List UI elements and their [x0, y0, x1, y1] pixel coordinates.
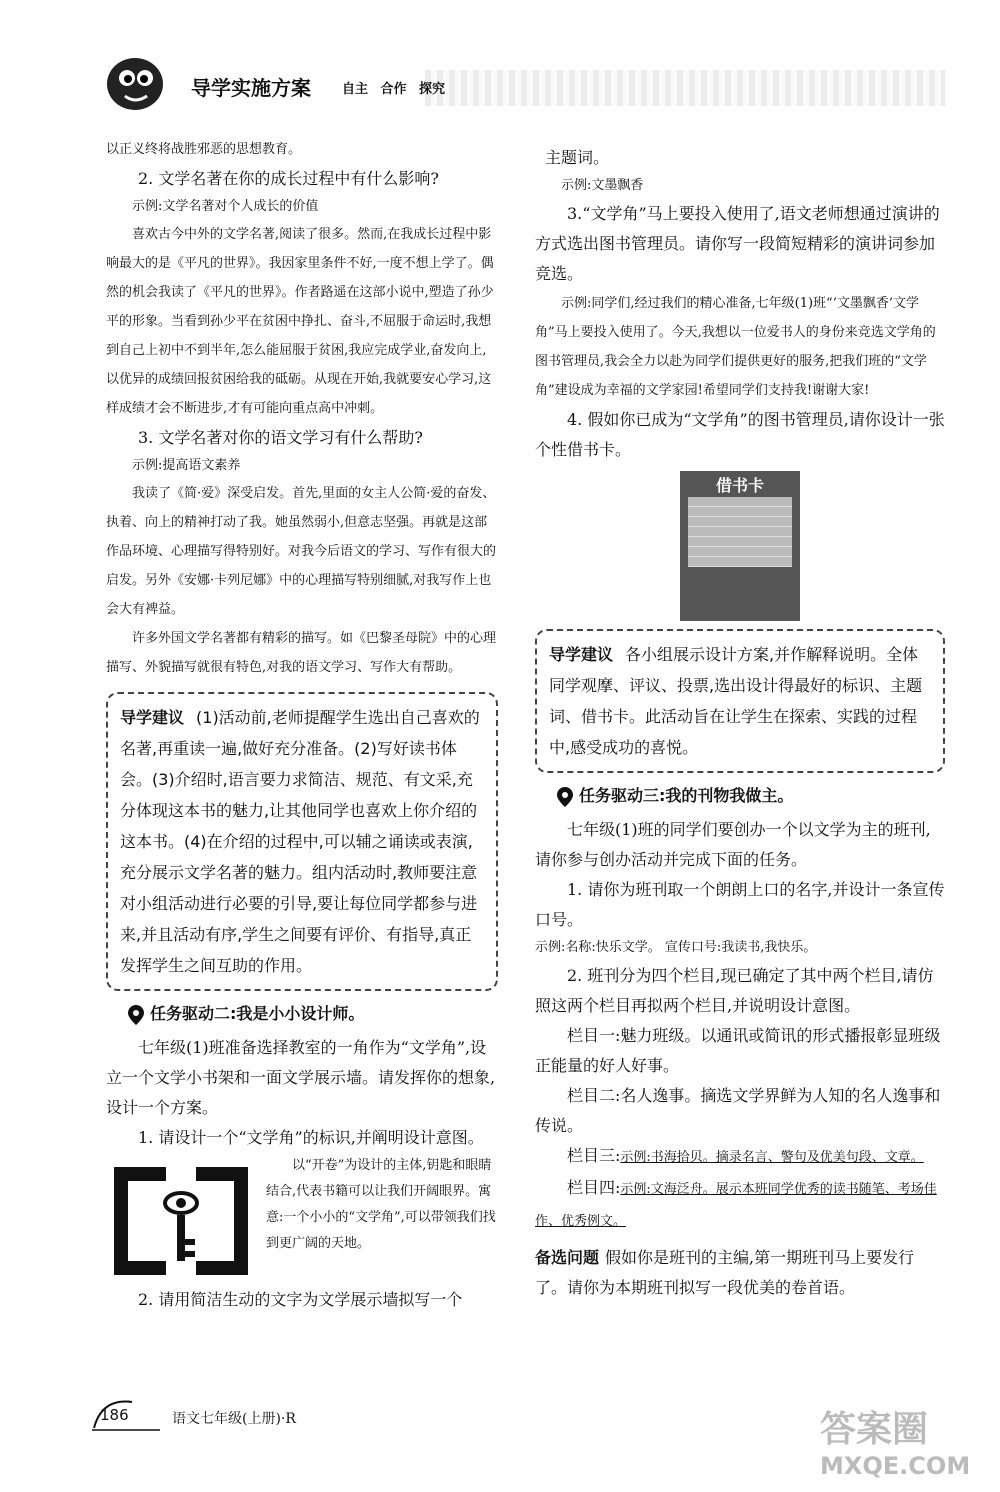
task-3-question-1: 1. 请你为班刊取一个朗朗上口的名字,并设计一条宣传口号。 — [535, 880, 945, 929]
guide-tag: 导学建议 — [120, 708, 185, 727]
watermark-url: MXQE.COM — [820, 1452, 971, 1480]
task-3-intro: 七年级(1)班的同学们要创办一个以文学为主的班刊,请你参与创办活动并完成下面的任务。 — [535, 820, 931, 869]
guide-box-right — [535, 629, 945, 773]
example-label: 示例:文学名著对个人成长的价值 — [132, 199, 319, 214]
task-2-intro: 七年级(1)班准备选择教室的一角作为“文学角”,设立一个文学小书架和一面文学展示墙。请发挥你的想象,设计一个方案。 — [106, 1038, 496, 1117]
location-pin-icon — [128, 1005, 144, 1025]
task-3-example-1: 示例:名称:快乐文学。 宣传口号:我读书,我快乐。 — [535, 940, 817, 955]
left-column — [106, 135, 498, 1315]
task-2-question-2: 2. 请用简洁生动的文字为文学展示墙拟写一个 — [138, 1290, 463, 1309]
logo-description: 以“开卷”为设计的主体,钥匙和眼睛结合,代表书籍可以让我们开阔眼界。寓意:一个小小的“文学角”,可以带领我们找到更广阔的天地。 — [266, 1158, 496, 1251]
question-4: 4. 假如你已成为“文学角”的图书管理员,请你设计一张个性借书卡。 — [535, 410, 945, 459]
question-3: 3. 文学名著对你的语文学习有什么帮助? — [138, 428, 423, 447]
column-4: 栏目四:示例:文海泛舟。展示本班同学优秀的读书随笔、考场佳作、优秀例文。 — [535, 1178, 937, 1229]
guide-text: 各小组展示设计方案,并作解释说明。全体同学观摩、评议、投票,选出设计得最好的标识、主题词、借书卡。此活动旨在让学生在探索、实践的过程中,感受成功的喜悦。 — [549, 645, 923, 757]
answer-3: 示例:同学们,经过我们的精心准备,七年级(1)班“‘文墨飘香’文学角”马上要投入使用了。今天,我想以一位爱书人的身份来竞选文学角的图书管理员,我会全力以赴为同学们提供更好的服务,把我们班的“文学角”建设成为幸福的文学家园!希望同学们支持我!谢谢大家! — [535, 296, 936, 398]
page-header — [95, 48, 955, 118]
header-title: 导学实施方案 — [191, 76, 311, 100]
answer-3a: 我读了《简·爱》深受启发。首先,里面的女主人公简·爱的奋发、执着、向上的精神打动了我。她虽然弱小,但意志坚强。再就是这部作品环境、心理描写得特别好。对我今后语文的学习、写作有很大的启发。另外《安娜·卡列尼娜》中的心理描写特别细腻,对我写作上也会大有裨益。 — [106, 486, 497, 617]
right-column — [535, 143, 945, 1303]
optional-question: 备选问题 假如你是班刊的主编,第一期班刊马上要发行了。请你为本期班刊拟写一段优美的卷首语。 — [535, 1248, 915, 1297]
task-2-question-1: 1. 请设计一个“文学角”的标识,并阐明设计意图。 — [138, 1128, 484, 1147]
mascot-icon — [95, 48, 175, 118]
watermark: 答案圈 — [820, 1409, 929, 1450]
guide-text: (1)活动前,老师提醒学生选出自己喜欢的名著,再重读一遍,做好充分准备。(2)写好读书体会。(3)介绍时,语言要力求简洁、规范、有文采,充分体现这本书的魅力,让其他同学也喜欢上你介绍的这本书。(4)在介绍的过程中,可以辅之诵读或表演,充分展示文学名著的魅力。组内活动时,教师要注意对小组活动进行必要的引导,要让每位同学都参与进来,并且活动有序,学生之间要有评价、有指导,真正发挥学生之间互助的作用。 — [120, 708, 480, 975]
page-footer — [92, 1392, 592, 1432]
paragraph: 以正义终将战胜邪恶的思想教育。 — [106, 142, 302, 157]
example-label: 示例:文墨飘香 — [561, 178, 644, 193]
task-3-question-2: 2. 班刊分为四个栏目,现已确定了其中两个栏目,请仿照这两个栏目再拟两个栏目,并说明设计意图。 — [535, 966, 934, 1015]
open-book-key-eye-icon — [106, 1157, 256, 1285]
location-pin-icon — [557, 787, 573, 807]
column-2: 栏目二:名人逸事。摘选文学界鲜为人知的名人逸事和传说。 — [535, 1086, 941, 1135]
task-3-heading: 任务驱动三:我的刊物我做主。 — [557, 781, 945, 811]
book-title: 语文七年级(上册)·R — [172, 1411, 296, 1427]
card-title: 借书卡 — [715, 476, 764, 495]
header-subtitle: 自主 合作 探究 — [342, 82, 446, 97]
guide-tag: 导学建议 — [549, 645, 614, 664]
library-card-image — [680, 471, 800, 621]
answer-3b: 许多外国文学名著都有精彩的描写。如《巴黎圣母院》中的心理描写、外貌描写就很有特色,对我的语文学习、写作大有帮助。 — [106, 631, 497, 675]
question-2: 2. 文学名著在你的成长过程中有什么影响? — [138, 169, 439, 188]
column-1: 栏目一:魅力班级。以通讯或简讯的形式播报彰显班级正能量的好人好事。 — [535, 1026, 941, 1075]
column-3: 栏目三:示例:书海拾贝。摘录名言、警句及优美句段、文章。 — [567, 1146, 924, 1165]
task-2-heading: 任务驱动二:我是小小设计师。 — [128, 999, 498, 1029]
paragraph: 主题词。 — [545, 148, 610, 167]
card-grid — [688, 497, 792, 567]
question-3: 3.“文学角”马上要投入使用了,语文老师想通过演讲的方式选出图书管理员。请你写一段简短精彩的演讲词参加竞选。 — [535, 204, 940, 283]
header-band — [425, 70, 945, 106]
logo-block — [106, 1153, 498, 1285]
guide-box-left — [106, 692, 498, 991]
page-number: 186 — [100, 1406, 129, 1424]
example-label: 示例:提高语文素养 — [132, 458, 241, 473]
answer-2: 喜欢古今中外的文学名著,阅读了很多。然而,在我成长过程中影响最大的是《平凡的世界》。我因家里条件不好,一度不想上学了。偶然的机会我读了《平凡的世界》。作者路遥在这部小说中,塑造了孙少平的形象。当看到孙少平在贫困中挣扎、奋斗,不屈服于命运时,我想到自己上初中不到半年,怎么能屈服于贫困,我应完成学业,奋发向上,以优异的成绩回报贫困给我的砥砺。从现在开始,我就要安心学习,这样成绩才会不断进步,才有可能向重点高中冲刺。 — [106, 227, 494, 416]
